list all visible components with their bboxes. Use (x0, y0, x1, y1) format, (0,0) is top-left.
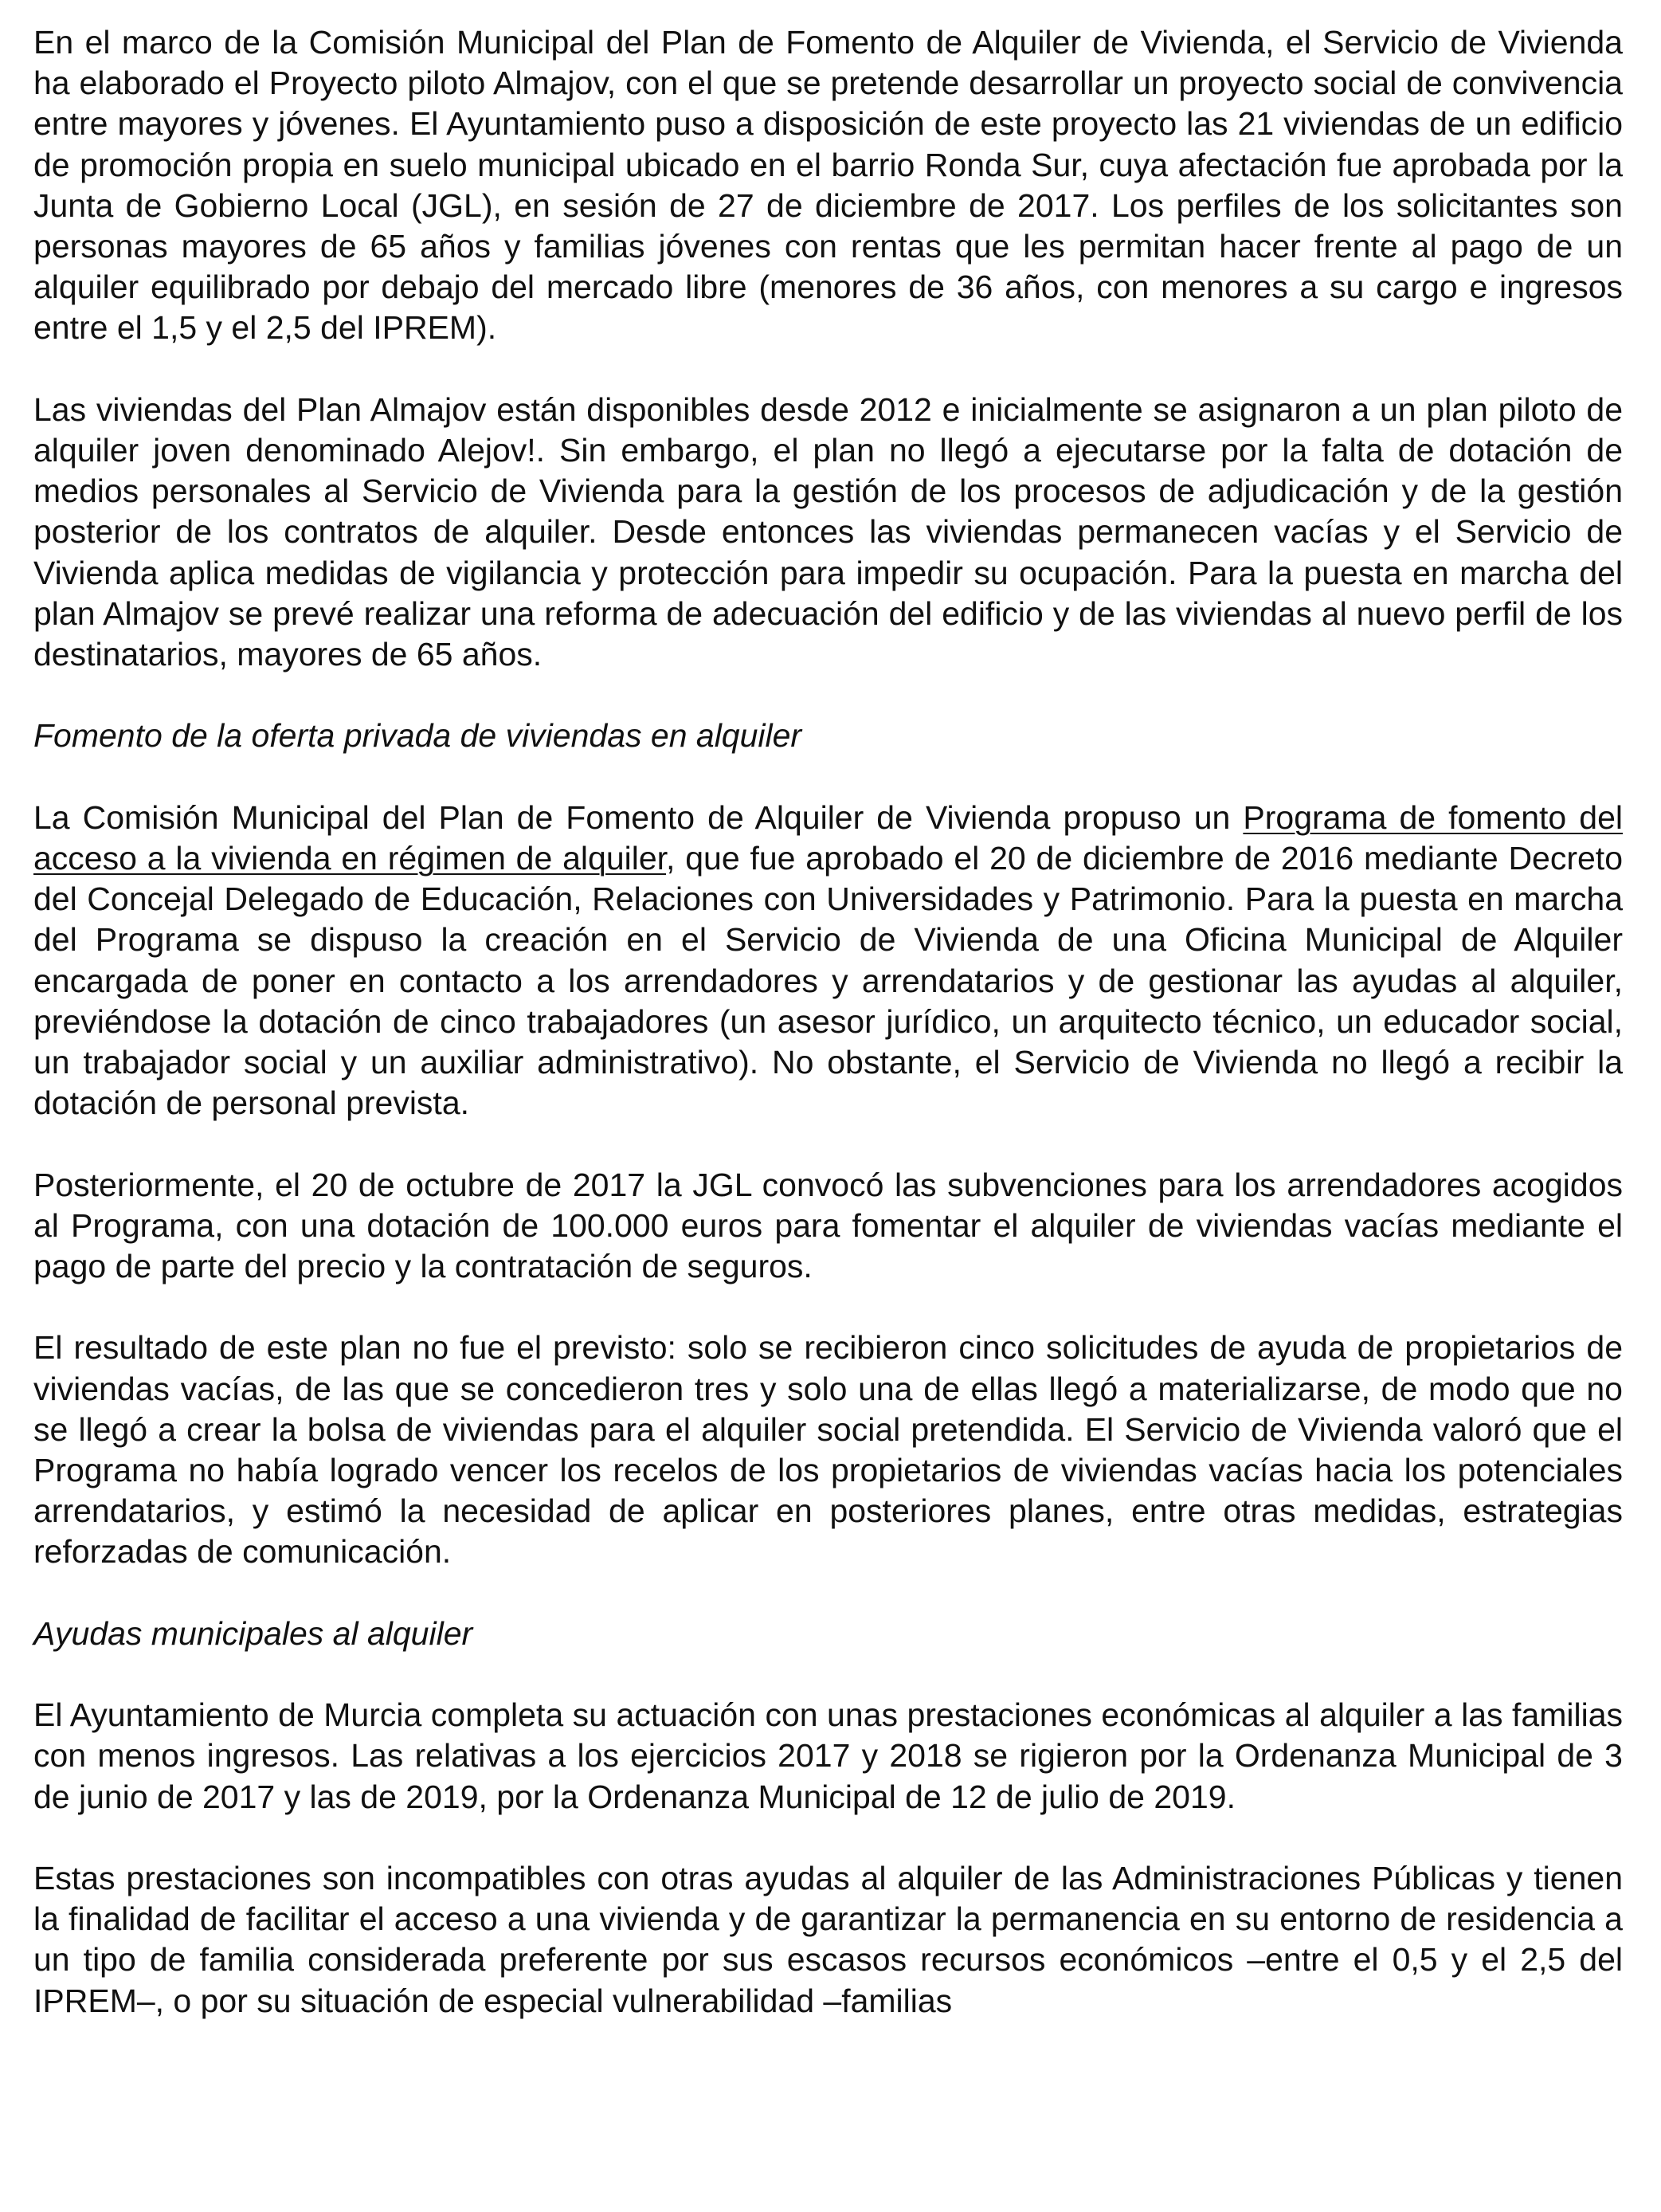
section-heading-private-offer: Fomento de la oferta privada de viviendas en alquiler (33, 717, 802, 755)
paragraph-rental-programme (33, 798, 1623, 1124)
paragraph-municipal-benefits: El Ayuntamiento de Murcia completa su actuación con unas prestaciones económicas al alquiler a las familias con menos ingresos. Las relativas a los ejercicios 2017 y 2018 se rigieron por la Ordenanza Municipal de 3 de junio de 2017 y las de 2019, por la Ordenanza Municipal de 12 de julio de 2019. (33, 1696, 1623, 1815)
paragraph-benefits-purpose: Estas prestaciones son incompatibles con otras ayudas al alquiler de las Administraciones Públicas y tienen la finalidad de facilitar el acceso a una vivienda y de garantizar la permanencia en su entorno de residencia a un tipo de familia considerada preferente por sus escasos recursos económicos –entre el 0,5 y el 2,5 del IPREM–, o por su situación de especial vulnerabilidad –familias (33, 1860, 1623, 2019)
section-heading-municipal-aid: Ayudas municipales al alquiler (33, 1614, 473, 1652)
paragraph-text-before-link: La Comisión Municipal del Plan de Fomento de Alquiler de Vivienda propuso un (33, 798, 1244, 836)
paragraph-almajov-availability: Las viviendas del Plan Almajov están disponibles desde 2012 e inicialmente se asignaron a un plan piloto de alquiler joven denominado Alejov!. Sin embargo, el plan no llegó a ejecutarse por la falta de dotación de medios personales al Servicio de Vivienda para la gestión de los procesos de adjudicación y de la gestión posterior de los contratos de alquiler. Desde entonces las viviendas permanecen vacías y el Servicio de Vivienda aplica medidas de vigilancia y protección para impedir su ocupación. Para la puesta en marcha del plan Almajov se prevé realizar una reforma de adecuación del edificio y de las viviendas al nuevo perfil de los destinatarios, mayores de 65 años. (33, 390, 1623, 673)
document-page (33, 22, 1623, 2022)
paragraph-text-after-link: , que fue aprobado el 20 de diciembre de 2016 mediante Decreto del Concejal Delegado de Educación, Relaciones con Universidades y Patrimonio. Para la puesta en marcha del Programa se dispuso la creación en el Servicio de Vivienda de una Oficina Municipal de Alquiler encargada de poner en contacto a los arrendadores y arrendatarios y de gestionar las ayudas al alquiler, previéndose la dotación de cinco trabajadores (un asesor jurídico, un arquitecto técnico, un educador social, un trabajador social y un auxiliar administrativo). No obstante, el Servicio de Vivienda no llegó a recibir la dotación de personal prevista. (33, 840, 1624, 1122)
paragraph-plan-results: El resultado de este plan no fue el previsto: solo se recibieron cinco solicitudes de ayuda de propietarios de viviendas vacías, de las que se concedieron tres y solo una de ellas llegó a materializarse, de modo que no se llegó a crear la bolsa de viviendas para el alquiler social pretendida. El Servicio de Vivienda valoró que el Programa no había logrado vencer los recelos de los propietarios de viviendas vacías hacia los potenciales arrendatarios, y estimó la necesidad de aplicar en posteriores planes, entre otras medidas, estrategias reforzadas de comunicación. (33, 1329, 1623, 1571)
paragraph-subsidies-call: Posteriormente, el 20 de octubre de 2017 la JGL convocó las subvenciones para los arrendadores acogidos al Programa, con una dotación de 100.000 euros para fomentar el alquiler de viviendas vacías mediante el pago de parte del precio y la contratación de seguros. (33, 1166, 1623, 1285)
paragraph-almajov-project: En el marco de la Comisión Municipal del Plan de Fomento de Alquiler de Vivienda, el Servicio de Vivienda ha elaborado el Proyecto piloto Almajov, con el que se pretende desarrollar un proyecto social de convivencia entre mayores y jóvenes. El Ayuntamiento puso a disposición de este proyecto las 21 viviendas de un edificio de promoción propia en suelo municipal ubicado en el barrio Ronda Sur, cuya afectación fue aprobada por la Junta de Gobierno Local (JGL), en sesión de 27 de diciembre de 2017. Los perfiles de los solicitantes son personas mayores de 65 años y familias jóvenes con rentas que les permitan hacer frente al pago de un alquiler equilibrado por debajo del mercado libre (menores de 36 años, con menores a su cargo e ingresos entre el 1,5 y el 2,5 del IPREM). (33, 24, 1623, 347)
programme-link[interactable]: Programa de fomento del acceso a la vivienda en régimen de alquiler (33, 798, 1623, 877)
